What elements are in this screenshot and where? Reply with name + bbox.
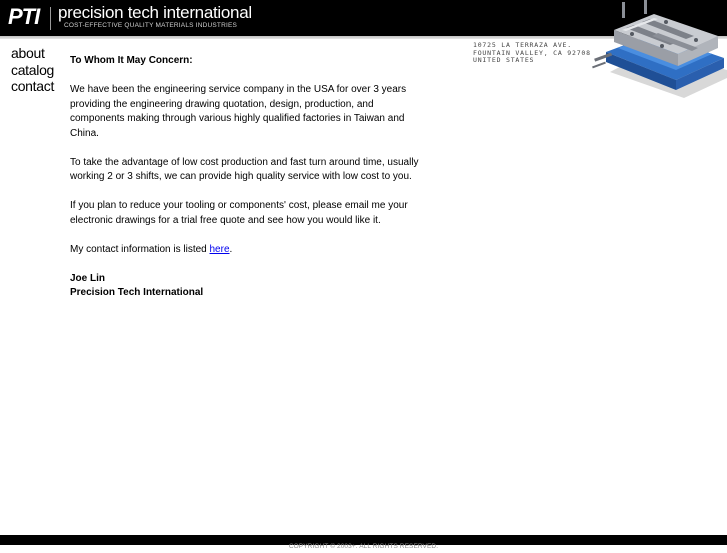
paragraph: If you plan to reduce your tooling or components' cost, please email me your electronic drawings for a trial free quote and see how you would like it. [70,200,408,226]
pti-logo[interactable]: PTI [8,4,40,29]
address-line: FOUNTAIN VALLEY, CA 92708 [473,48,591,57]
logo-divider [50,7,51,30]
paragraph: To take the advantage of low cost production and fast turn around time, usually working 2 or 3 shifts, we can provide high quality service with low cost to you. [70,156,419,182]
company-address [473,42,591,65]
contact-here-link[interactable]: here [209,243,230,255]
brand-tagline: COST-EFFECTIVE QUALITY MATERIALS INDUSTRIES [64,22,238,29]
brand-name: precision tech international [58,3,252,22]
contact-text: My contact information is listed [70,243,210,255]
copyright-text: COPYRIGHT © 2003+. ALL RIGHTS RESERVED. [288,543,439,550]
salutation: To Whom It May Concern: [70,55,193,66]
paragraph: We have been the engineering service company in the USA for over 3 years providing the engineering drawing quotation, design, production, and components making through various highly qualified factories in Taiwan and China. [70,84,407,139]
address-line: UNITED STATES [473,56,535,64]
letter-body [70,54,430,301]
main-nav [11,45,54,95]
contact-paragraph [70,243,430,258]
signature [70,272,430,301]
nav-link-contact[interactable]: contact [11,78,55,94]
mold-machine-image [592,0,727,100]
contact-period: . [229,243,233,255]
nav-link-about[interactable]: about [11,45,45,61]
nav-link-catalog[interactable]: catalog [11,61,55,78]
signature-name: Joe Lin [70,272,106,284]
signature-company: Precision Tech International [70,287,204,298]
footer-bar [0,535,727,550]
address-line: 10725 LA TERRAZA AVE. [473,41,572,49]
